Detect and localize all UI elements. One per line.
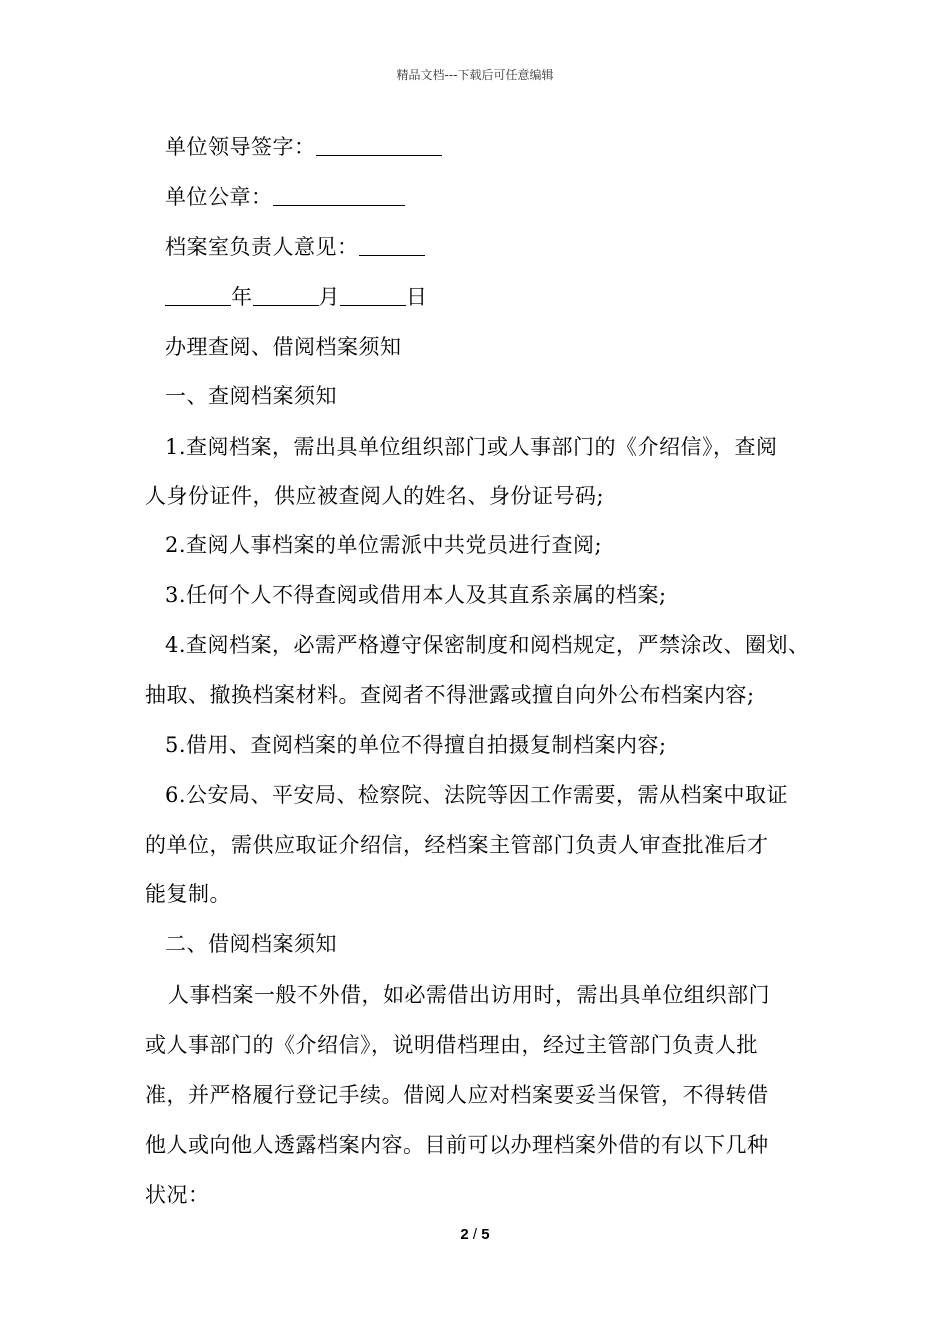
- section2-heading: 二、借阅档案须知: [165, 932, 337, 956]
- date-line: [165, 282, 428, 312]
- section1-line-1: 1.查阅档案，需出具单位组织部门或人事部门的《介绍信》，查阅: [165, 435, 778, 459]
- month-label: 月: [318, 285, 340, 309]
- section1-line-7: 5.借用、查阅档案的单位不得擅自拍摄复制档案内容;: [165, 733, 667, 757]
- section1-line-10: 能复制。: [145, 882, 231, 906]
- day-blank: [340, 283, 406, 306]
- page-number: [0, 1226, 950, 1243]
- year-blank: [165, 283, 231, 306]
- page-total: 5: [481, 1226, 490, 1243]
- section2-line-1: 人事档案一般不外借，如必需借出访用时，需出具单位组织部门: [168, 983, 770, 1007]
- section2-line-2: 或人事部门的《介绍信》，说明借档理由，经过主管部门负责人批: [145, 1033, 758, 1057]
- month-blank: [253, 283, 319, 306]
- page-header: 精品文档---下载后可任意编辑: [396, 68, 554, 82]
- unit-seal-line: [165, 182, 405, 212]
- section1-line-3: 2.查阅人事档案的单位需派中共党员进行查阅;: [165, 533, 603, 557]
- section2-line-4: 他人或向他人透露档案内容。目前可以办理档案外借的有以下几种: [145, 1133, 769, 1157]
- section1-line-9: 的单位，需供应取证介绍信，经档案主管部门负责人审查批准后才: [145, 833, 769, 857]
- leader-signature-label: 单位领导签字：: [165, 135, 316, 159]
- section1-heading: 一、查阅档案须知: [165, 384, 337, 408]
- section1-line-2: 人身份证件，供应被查阅人的姓名、身份证号码;: [145, 484, 605, 508]
- archive-opinion-line: [165, 232, 425, 262]
- section1-line-6: 抽取、撤换档案材料。查阅者不得泄露或擅自向外公布档案内容;: [145, 683, 755, 707]
- section2-line-5: 状况：: [145, 1183, 210, 1207]
- archive-opinion-blank: [359, 233, 425, 256]
- section2-line-3: 准，并严格履行登记手续。借阅人应对档案要妥当保管，不得转借: [145, 1083, 769, 1107]
- day-label: 日: [406, 285, 428, 309]
- section1-line-5: 4.查阅档案，必需严格遵守保密制度和阅档规定，严禁涂改、圈划、: [165, 633, 810, 657]
- archive-opinion-label: 档案室负责人意见：: [165, 235, 359, 259]
- year-label: 年: [231, 285, 253, 309]
- leader-signature-blank: [316, 133, 442, 156]
- page-current: 2: [460, 1226, 469, 1243]
- page-separator: /: [468, 1226, 482, 1243]
- document-title: 办理查阅、借阅档案须知: [165, 335, 402, 359]
- section1-line-8: 6.公安局、平安局、检察院、法院等因工作需要，需从档案中取证: [165, 783, 789, 807]
- leader-signature-line: [165, 132, 442, 162]
- unit-seal-blank: [273, 183, 405, 206]
- unit-seal-label: 单位公章：: [165, 185, 273, 209]
- section1-line-4: 3.任何个人不得查阅或借用本人及其直系亲属的档案;: [165, 583, 667, 607]
